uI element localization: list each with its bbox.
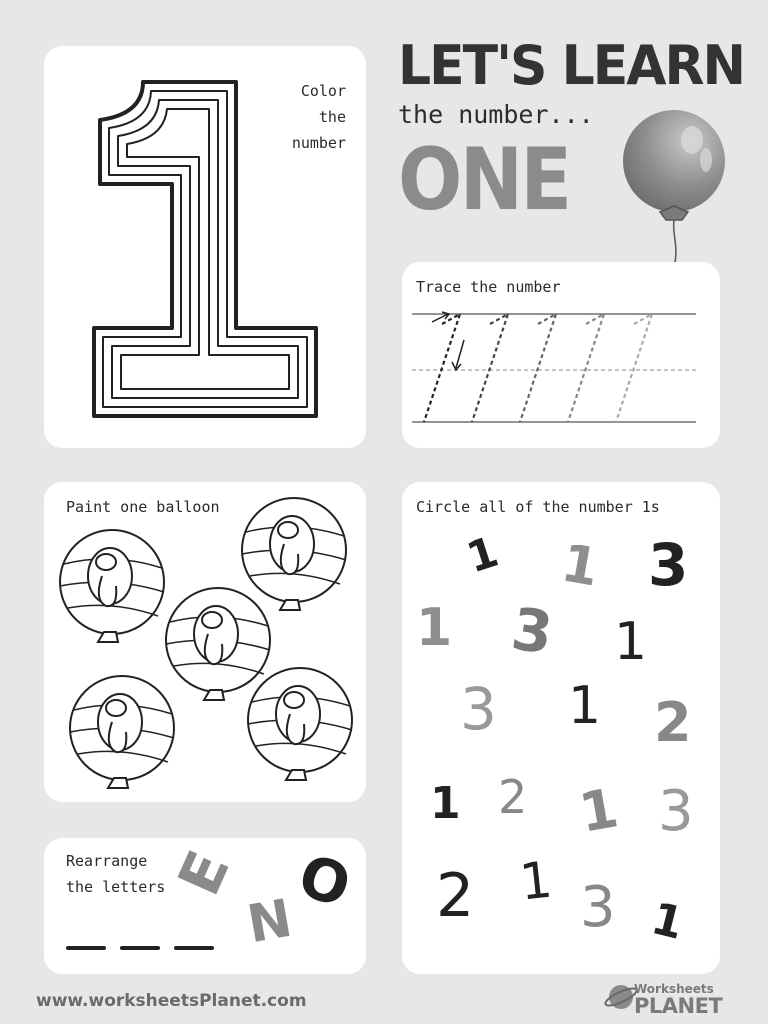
outline-number-one [88,74,328,426]
balloons-group [44,482,366,802]
scrambled-letter[interactable]: N [243,888,297,956]
circle-ones-card [402,482,720,974]
paint-balloon-card [44,482,366,802]
number-item[interactable]: 3 [658,779,694,844]
number-item[interactable]: 3 [460,675,497,743]
planet-logo-icon [604,980,638,1014]
number-item[interactable]: 1 [557,533,604,599]
number-item[interactable]: 1 [574,776,623,845]
number-item[interactable]: 1 [517,850,555,912]
answer-blank[interactable] [174,946,214,950]
number-item[interactable]: 3 [507,594,557,668]
color-number-card [44,46,366,448]
number-item[interactable]: 2 [498,770,528,824]
paint-instruction: Paint one balloon [66,498,220,516]
balloon-item[interactable] [166,588,270,700]
balloon-item[interactable] [70,676,174,788]
number-item[interactable]: 3 [580,875,616,940]
brand-name-bottom: PLANET [634,994,723,1018]
number-word: ONE [398,130,570,230]
balloon-item[interactable] [242,498,346,610]
worksheet-subtitle: the number... [398,100,594,129]
number-item[interactable]: 1 [646,893,689,950]
footer-website[interactable]: www.worksheetsPlanet.com [36,991,307,1011]
answer-blank[interactable] [120,946,160,950]
rearrange-card [44,838,366,974]
scrambled-letter[interactable]: O [290,841,359,921]
number-item[interactable]: 1 [614,612,648,672]
number-item[interactable]: 1 [460,526,504,583]
number-item[interactable]: 1 [416,598,453,658]
answer-blank[interactable] [66,946,106,950]
worksheet-title: LET'S LEARN [398,34,745,98]
number-item[interactable]: 3 [648,531,689,599]
number-item[interactable]: 1 [430,778,461,829]
trace-instruction: Trace the number [416,278,561,296]
rearrange-instruction: Rearrange the letters [66,852,166,896]
balloon-item[interactable] [248,668,352,780]
balloon-item[interactable] [60,530,164,642]
brand-name-top: Worksheets [634,982,714,996]
trace-number-card [402,262,720,448]
number-item[interactable]: 1 [568,676,602,736]
circle-instruction: Circle all of the number 1s [416,498,660,516]
tracing-area[interactable] [402,302,720,432]
scrambled-letter[interactable]: E [164,841,243,905]
balloon-icon [618,108,730,266]
number-item[interactable]: 2 [654,691,692,754]
number-item[interactable]: 2 [436,861,475,931]
color-instruction: Color the number [291,82,346,152]
